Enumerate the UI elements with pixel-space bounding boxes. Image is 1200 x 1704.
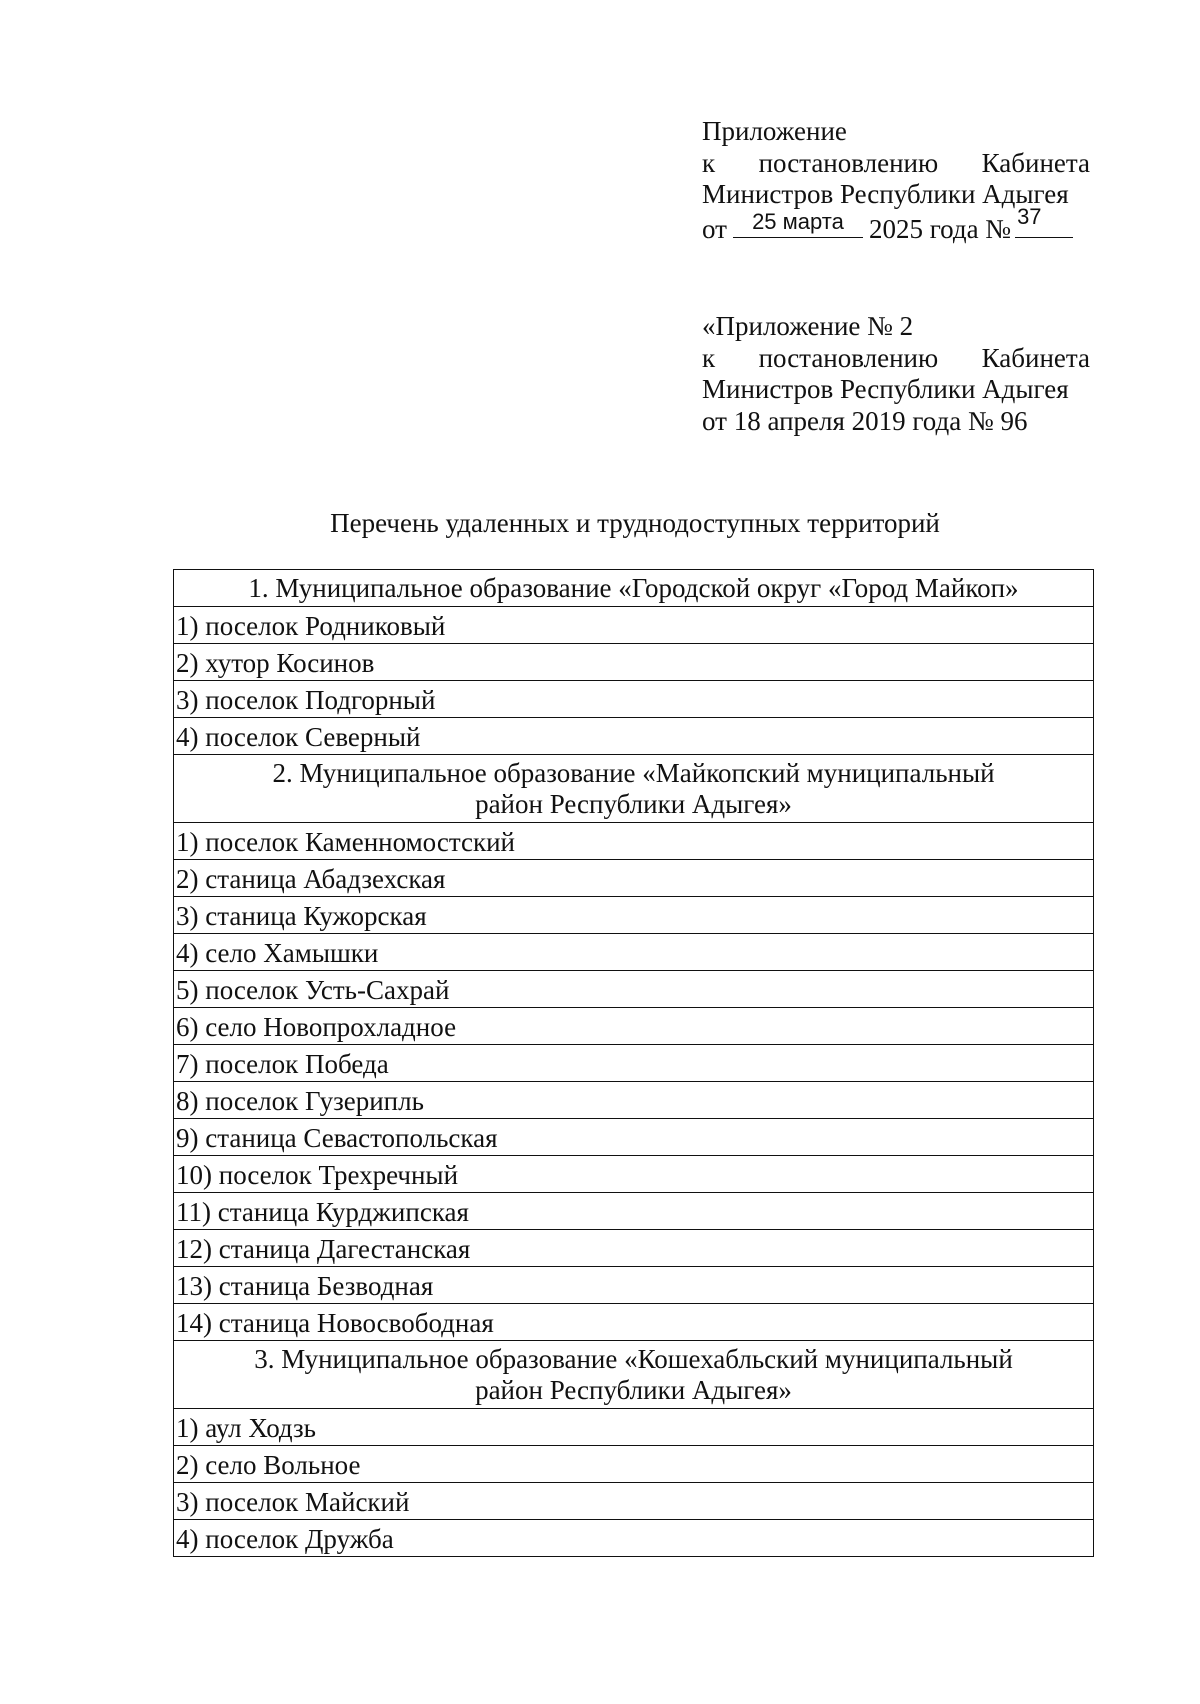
table-row [174, 1446, 1094, 1483]
section-heading-line: 1. Муниципальное образование «Городской округ «Город Майкоп» [248, 572, 1019, 603]
section-heading-line: район Республики Адыгея» [475, 1374, 792, 1405]
table-row [174, 1119, 1094, 1156]
table-row [174, 897, 1094, 934]
appendix-title: Приложение [702, 116, 847, 146]
table-row [174, 1230, 1094, 1267]
section-heading [174, 570, 1094, 607]
amended-appendix-line-cabinet: Министров Республики Адыгея [702, 374, 1069, 404]
section-heading [174, 1341, 1094, 1409]
appendix-date-line [702, 203, 1090, 246]
territory-cell: 1) поселок Каменномостский [174, 823, 1094, 860]
section-heading-row [174, 570, 1094, 607]
appendix-word: постановлению [758, 147, 939, 178]
territory-cell: 4) поселок Северный [174, 718, 1094, 755]
territory-cell: 4) поселок Дружба [174, 1520, 1094, 1557]
table-row [174, 607, 1094, 644]
territory-cell: 7) поселок Победа [174, 1045, 1094, 1082]
amended-appendix-title: «Приложение № 2 [702, 311, 914, 341]
handwritten-date: 25 марта [752, 208, 844, 234]
territories-table [173, 569, 1094, 1557]
territory-cell: 2) село Вольное [174, 1446, 1094, 1483]
section-heading [174, 755, 1094, 823]
territory-cell: 13) станица Безводная [174, 1267, 1094, 1304]
amended-appendix-line-resolution [702, 343, 1090, 375]
territory-cell: 3) станица Кужорская [174, 897, 1094, 934]
section-heading-line: район Республики Адыгея» [475, 788, 792, 819]
table-row [174, 644, 1094, 681]
appendix-word: Кабинета [981, 342, 1090, 373]
appendix-word: постановлению [758, 342, 939, 373]
table-row [174, 1304, 1094, 1341]
date-fill-line [733, 208, 863, 238]
appendix-word: к [702, 342, 716, 373]
document-title: Перечень удаленных и труднодоступных территорий [330, 508, 940, 538]
table-row [174, 1156, 1094, 1193]
territory-cell: 6) село Новопрохладное [174, 1008, 1094, 1045]
territory-cell: 10) поселок Трехречный [174, 1156, 1094, 1193]
table-row [174, 1082, 1094, 1119]
appendix-line-resolution [702, 148, 1090, 180]
table-row [174, 860, 1094, 897]
date-suffix: 2025 года № [868, 213, 1012, 244]
territory-cell: 2) хутор Косинов [174, 644, 1094, 681]
table-row [174, 1193, 1094, 1230]
appendix-word: Кабинета [981, 147, 1090, 178]
table-row [174, 1008, 1094, 1045]
territory-cell: 3) поселок Майский [174, 1483, 1094, 1520]
territory-cell: 4) село Хамышки [174, 934, 1094, 971]
table-row [174, 1520, 1094, 1557]
handwritten-number: 37 [1017, 203, 1042, 229]
amended-appendix-header [702, 311, 1090, 437]
table-row [174, 971, 1094, 1008]
table-row [174, 1045, 1094, 1082]
territory-cell: 2) станица Абадзехская [174, 860, 1094, 897]
table-row [174, 1267, 1094, 1304]
appendix-word: к [702, 147, 716, 178]
amended-appendix-date-line: от 18 апреля 2019 года № 96 [702, 405, 1028, 436]
territory-cell: 11) станица Курджипская [174, 1193, 1094, 1230]
section-heading-line: 3. Муниципальное образование «Кошехабльский муниципальный [254, 1343, 1013, 1374]
table-row [174, 1409, 1094, 1446]
territory-cell: 1) аул Ходзь [174, 1409, 1094, 1446]
territory-cell: 5) поселок Усть-Сахрай [174, 971, 1094, 1008]
section-heading-line: 2. Муниципальное образование «Майкопский муниципальный [272, 757, 995, 788]
territory-cell: 12) станица Дагестанская [174, 1230, 1094, 1267]
territory-cell: 8) поселок Гузерипль [174, 1082, 1094, 1119]
territory-cell: 9) станица Севастопольская [174, 1119, 1094, 1156]
territory-cell: 3) поселок Подгорный [174, 681, 1094, 718]
section-heading-row [174, 1341, 1094, 1409]
number-fill-line [1015, 203, 1073, 238]
table-row [174, 718, 1094, 755]
table-row [174, 823, 1094, 860]
territory-cell: 14) станица Новосвободная [174, 1304, 1094, 1341]
date-prefix: от [702, 213, 727, 244]
section-heading-row [174, 755, 1094, 823]
table-row [174, 1483, 1094, 1520]
appendix-line-cabinet: Министров Республики Адыгея [702, 179, 1069, 209]
table-row [174, 934, 1094, 971]
table-row [174, 681, 1094, 718]
territory-cell: 1) поселок Родниковый [174, 607, 1094, 644]
appendix-header [702, 116, 1090, 245]
